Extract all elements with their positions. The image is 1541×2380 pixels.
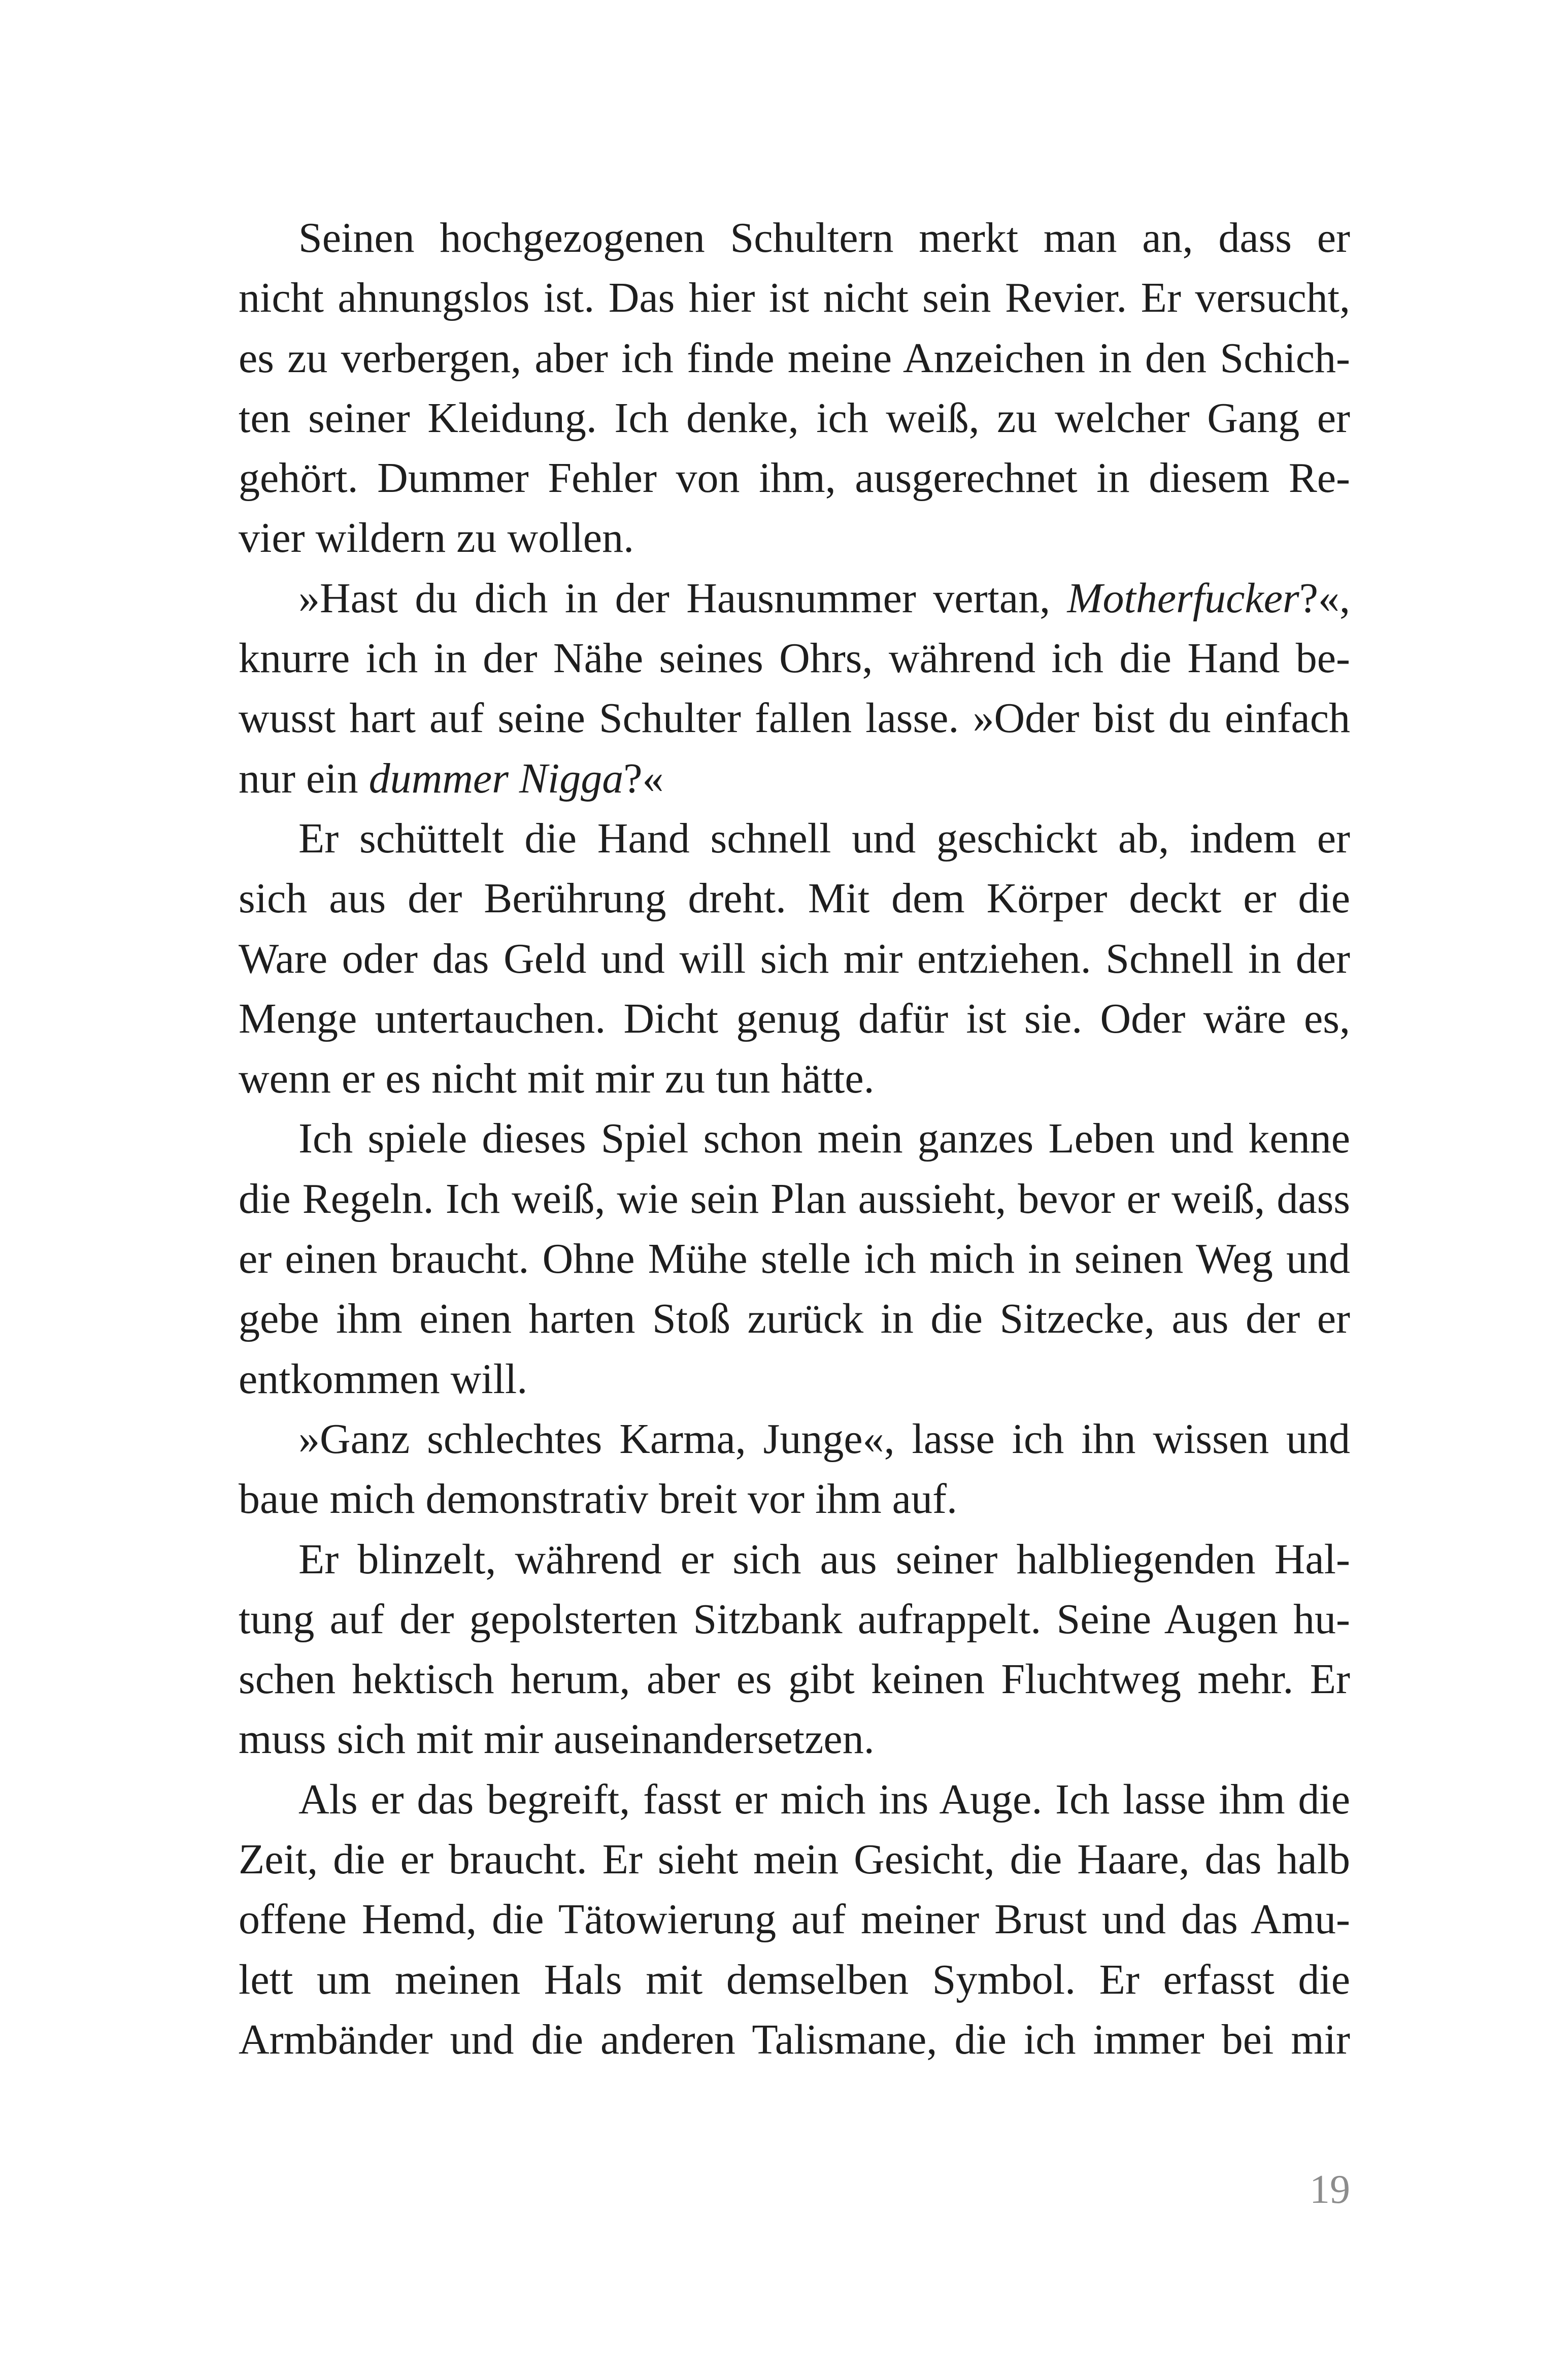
text-run: ?«: [623, 754, 664, 802]
text-line: Seinen hochgezogenen Schultern merkt man an, dass er: [298, 214, 1350, 261]
text-line: die Regeln. Ich weiß, wie sein Plan aussieht, bevor er weiß, dass: [239, 1175, 1350, 1222]
text-line: es zu verbergen, aber ich finde meine Anzeichen in den Schich-: [239, 334, 1350, 382]
text-line: Menge untertauchen. Dicht genug dafür ist sie. Oder wäre es,: [239, 995, 1350, 1042]
text-run: ?«,: [1299, 574, 1350, 622]
text-line: lett um meinen Hals mit demselben Symbol. Er erfasst die: [239, 1956, 1350, 2003]
text-line: nicht ahnungslos ist. Das hier ist nicht sein Revier. Er versucht,: [239, 274, 1350, 322]
body-text: [239, 208, 1350, 2070]
paragraph-1: [239, 208, 1350, 569]
text-line: [239, 569, 1350, 629]
text-line: Armbänder und die anderen Talismane, die ich immer bei mir: [239, 2015, 1350, 2063]
paragraph-3: [239, 809, 1350, 1109]
text-line: [239, 749, 1350, 809]
text-line: er einen braucht. Ohne Mühe stelle ich mich in seinen Weg und: [239, 1235, 1350, 1283]
text-line: knurre ich in der Nähe seines Ohrs, während ich die Hand be-: [239, 635, 1350, 682]
paragraph-6: [239, 1530, 1350, 1770]
text-line: »Ganz schlechtes Karma, Junge«, lasse ich ihn wissen und: [298, 1415, 1350, 1463]
text-line: muss sich mit mir auseinandersetzen.: [239, 1715, 875, 1763]
text-line: baue mich demonstrativ breit vor ihm auf.: [239, 1475, 957, 1523]
text-line: wenn er es nicht mit mir zu tun hätte.: [239, 1055, 875, 1103]
text-run: »Hast du dich in der Hausnummer vertan,: [298, 574, 1067, 622]
text-line: wusst hart auf seine Schulter fallen lasse. »Oder bist du einfach: [239, 695, 1350, 742]
text-line: Er blinzelt, während er sich aus seiner halbliegenden Hal-: [298, 1535, 1350, 1583]
text-line: tung auf der gepolsterten Sitzbank aufrappelt. Seine Augen hu-: [239, 1595, 1350, 1643]
text-line: Als er das begreift, fasst er mich ins Auge. Ich lasse ihm die: [298, 1775, 1350, 1823]
text-line: Er schüttelt die Hand schnell und geschickt ab, indem er: [298, 814, 1350, 862]
text-line: schen hektisch herum, aber es gibt keinen Fluchtweg mehr. Er: [239, 1656, 1350, 1703]
paragraph-4: [239, 1109, 1350, 1409]
text-line: offene Hemd, die Tätowierung auf meiner Brust und das Amu-: [239, 1896, 1350, 1943]
text-line: Zeit, die er braucht. Er sieht mein Gesicht, die Haare, das halb: [239, 1836, 1350, 1883]
italic-word: dummer Nigga: [368, 754, 624, 802]
paragraph-5: [239, 1409, 1350, 1530]
text-line: Ware oder das Geld und will sich mir entziehen. Schnell in der: [239, 935, 1350, 982]
italic-word: Motherfucker: [1067, 574, 1299, 622]
text-line: gehört. Dummer Fehler von ihm, ausgerechnet in diesem Re-: [239, 454, 1350, 502]
paragraph-2: [239, 569, 1350, 809]
text-line: ten seiner Kleidung. Ich denke, ich weiß, zu welcher Gang er: [239, 394, 1350, 442]
text-line: sich aus der Berührung dreht. Mit dem Körper deckt er die: [239, 875, 1350, 922]
text-line: entkommen will.: [239, 1355, 528, 1403]
paragraph-7: [239, 1770, 1350, 2070]
page-number: 19: [1310, 2167, 1350, 2212]
text-run: nur ein: [239, 754, 369, 802]
text-line: gebe ihm einen harten Stoß zurück in die Sitzecke, aus der er: [239, 1295, 1350, 1343]
text-line: vier wildern zu wollen.: [239, 514, 634, 562]
text-line: Ich spiele dieses Spiel schon mein ganzes Leben und kenne: [298, 1115, 1350, 1163]
